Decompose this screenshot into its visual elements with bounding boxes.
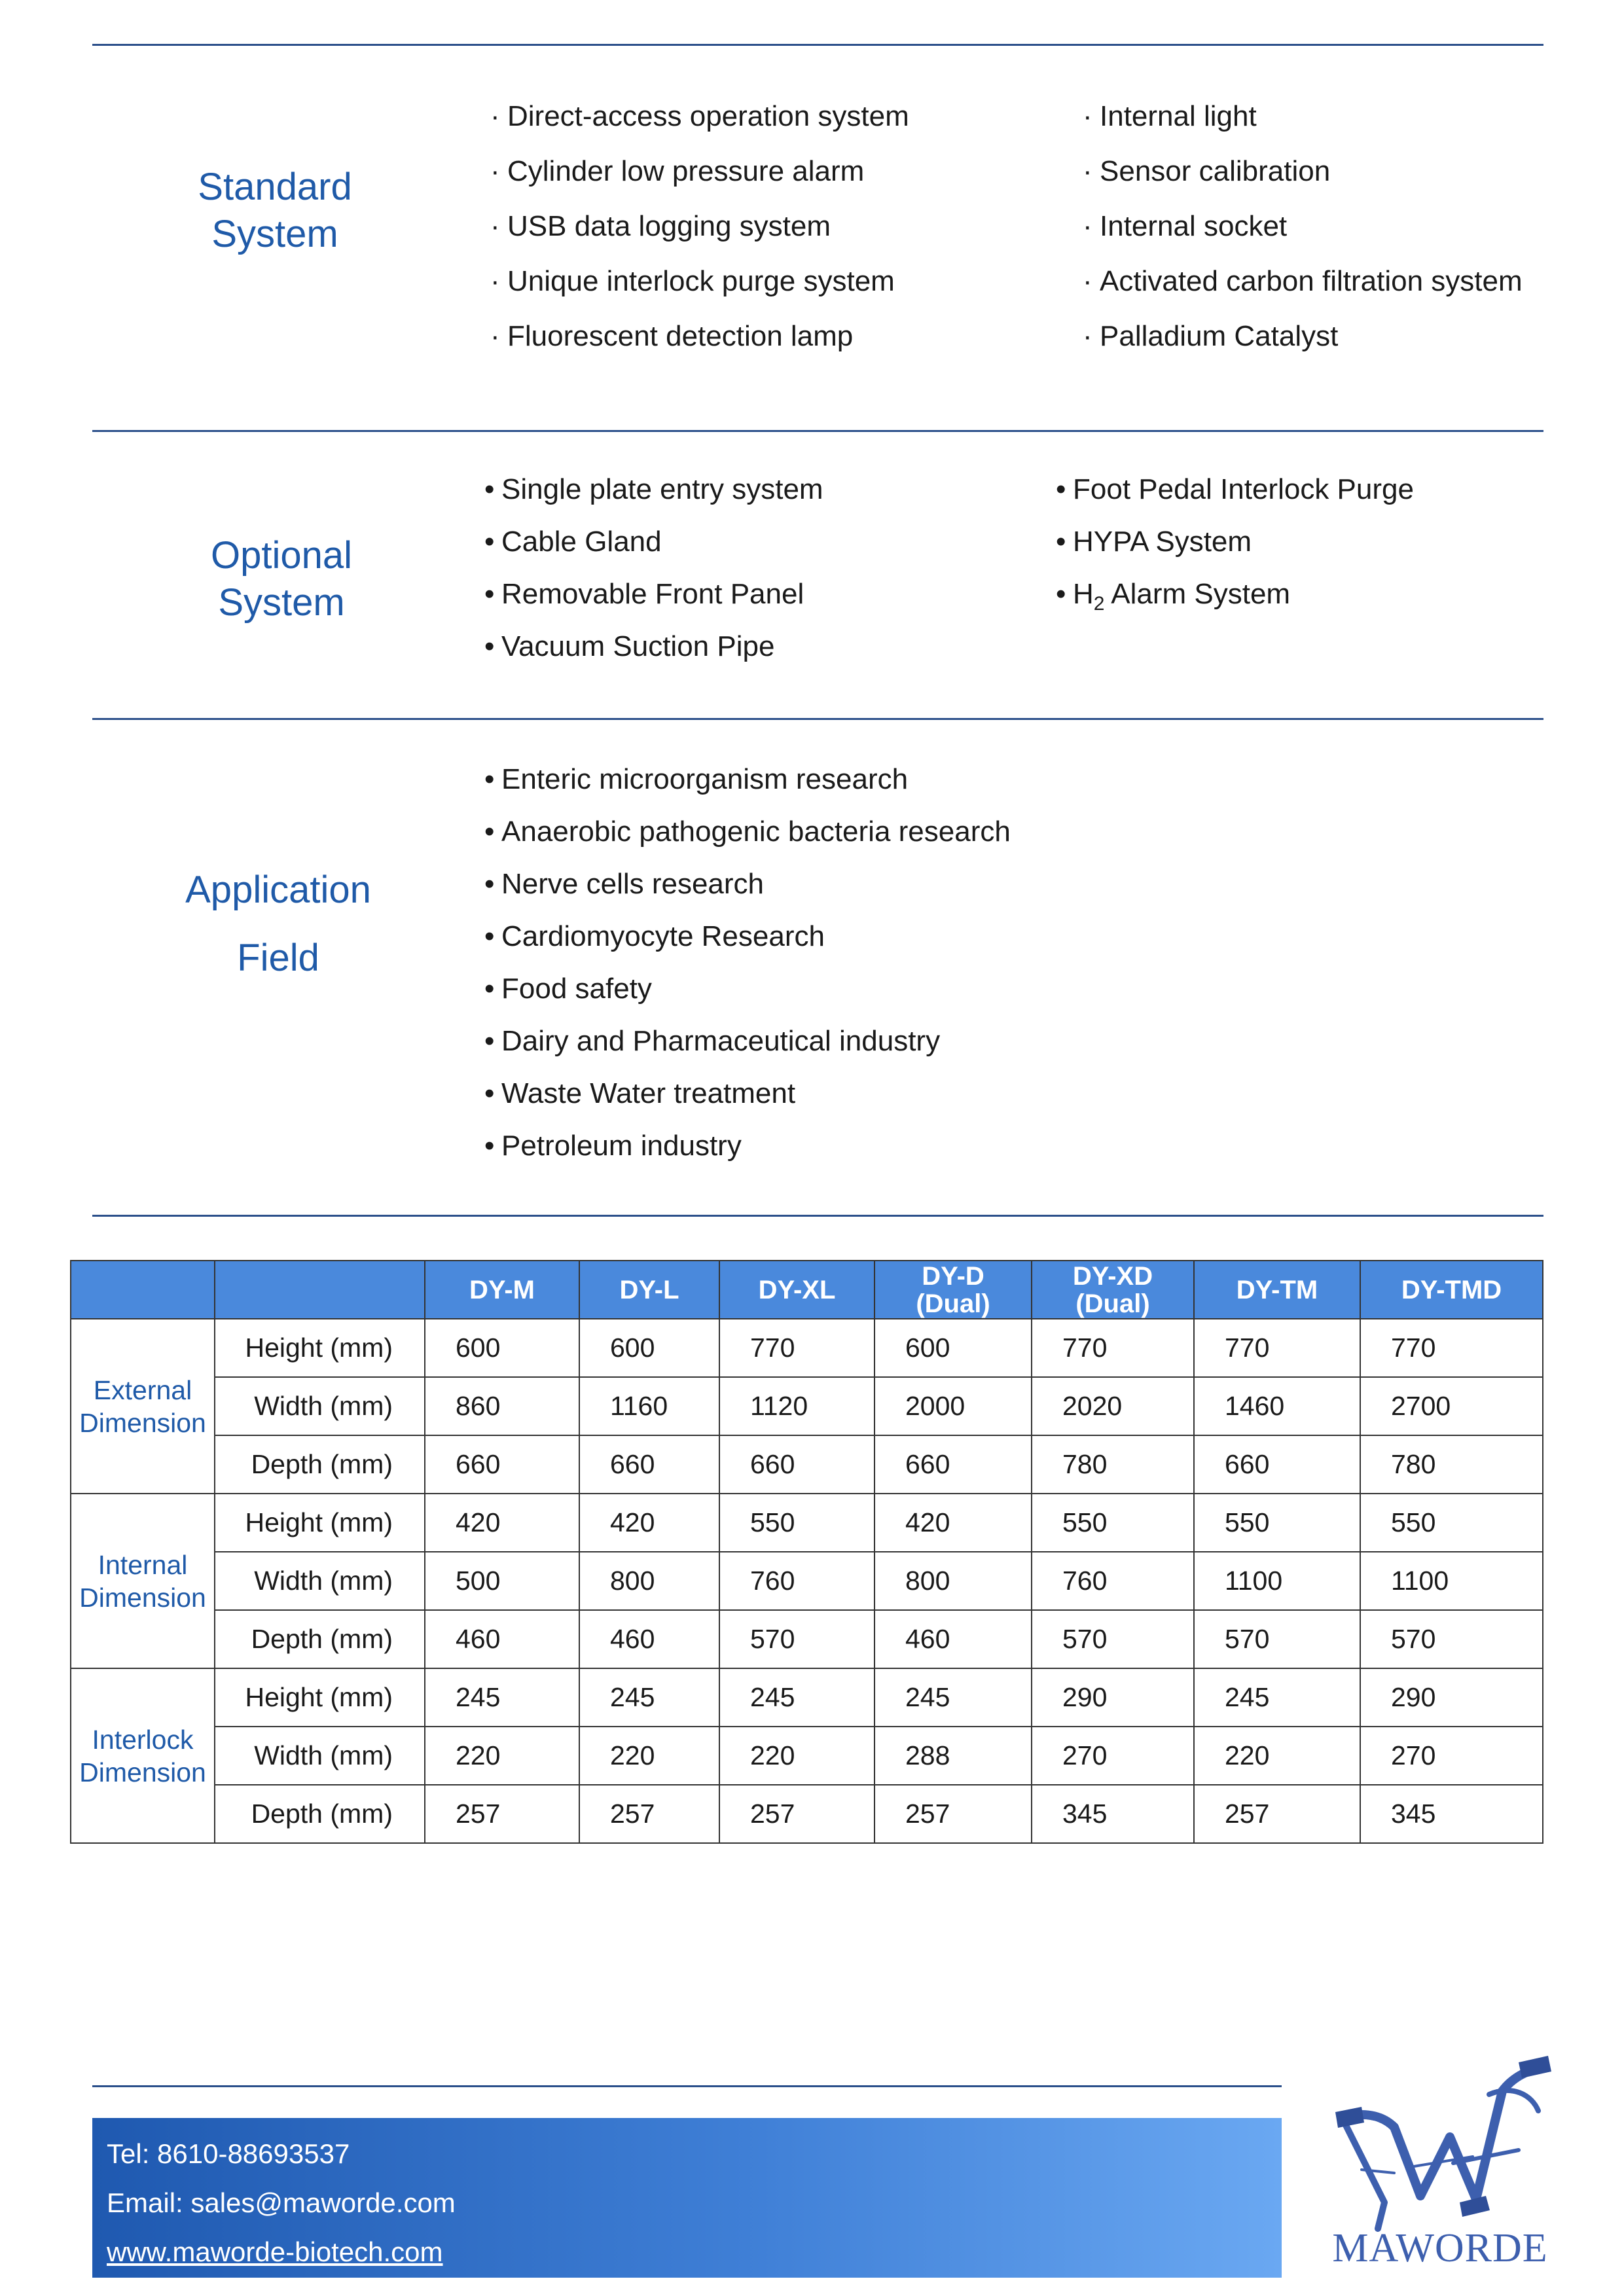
optional-title-line1: Optional — [210, 534, 353, 577]
table-cell: 245 — [875, 1668, 1032, 1727]
contact-tel: Tel: 8610-88693537 — [107, 2138, 350, 2169]
footer-divider — [92, 2085, 1282, 2087]
row-label: Width (mm) — [215, 1552, 425, 1610]
bullet-icon: · — [490, 210, 500, 242]
optional-item — [1056, 463, 1414, 516]
table-cell: 460 — [425, 1610, 579, 1668]
application-item-text: Food safety — [501, 973, 652, 1005]
table-cell: 770 — [1032, 1319, 1194, 1377]
table-row — [71, 1494, 1543, 1552]
optional-system-title — [164, 532, 399, 626]
application-item-text: Dairy and Pharmaceutical industry — [501, 1025, 941, 1057]
model-header — [425, 1261, 579, 1319]
table-cell: 245 — [1194, 1668, 1360, 1727]
application-item — [484, 1067, 1011, 1120]
specification-table — [70, 1260, 1543, 1844]
standard-item-text: Internal light — [1100, 100, 1257, 132]
table-header-row — [71, 1261, 1543, 1319]
model-header-line: DY-L — [619, 1275, 679, 1304]
dimension-group-line: Interlock — [92, 1724, 194, 1755]
table-row — [71, 1727, 1543, 1785]
application-title-line1: Application — [185, 869, 371, 911]
model-header-line: DY-TM — [1236, 1275, 1318, 1304]
model-header-line: DY-D — [922, 1261, 984, 1291]
bullet-icon: • — [484, 973, 495, 1005]
table-row — [71, 1668, 1543, 1727]
table-cell: 500 — [425, 1552, 579, 1610]
table-row — [71, 1377, 1543, 1435]
divider-optional — [92, 718, 1543, 720]
table-cell: 257 — [719, 1785, 875, 1843]
table-row — [71, 1552, 1543, 1610]
standard-item — [1083, 89, 1523, 144]
standard-item — [490, 144, 909, 199]
table-cell: 860 — [425, 1377, 579, 1435]
table-cell: 550 — [719, 1494, 875, 1552]
table-cell: 2000 — [875, 1377, 1032, 1435]
table-cell: 770 — [719, 1319, 875, 1377]
table-cell: 660 — [425, 1435, 579, 1494]
bullet-icon: • — [484, 630, 495, 662]
bullet-icon: • — [484, 868, 495, 900]
optional-item — [484, 463, 823, 516]
bullet-icon: • — [484, 763, 495, 795]
table-cell: 257 — [579, 1785, 719, 1843]
table-cell: 760 — [1032, 1552, 1194, 1610]
optional-item — [1056, 568, 1414, 630]
table-cell: 770 — [1194, 1319, 1360, 1377]
bullet-icon: · — [1083, 210, 1092, 242]
row-label: Height (mm) — [215, 1668, 425, 1727]
table-cell: 660 — [875, 1435, 1032, 1494]
application-item-text: Nerve cells research — [501, 868, 765, 900]
bullet-icon: · — [1083, 100, 1092, 132]
table-row — [71, 1435, 1543, 1494]
bullet-icon: · — [490, 100, 500, 132]
application-item — [484, 910, 1011, 963]
table-cell: 570 — [719, 1610, 875, 1668]
divider-application — [92, 1215, 1543, 1217]
standard-title-line2: System — [211, 213, 338, 255]
table-row — [71, 1610, 1543, 1668]
optional-item — [484, 620, 823, 673]
row-label: Height (mm) — [215, 1319, 425, 1377]
table-cell: 1160 — [579, 1377, 719, 1435]
model-header — [719, 1261, 875, 1319]
table-cell: 570 — [1032, 1610, 1194, 1668]
standard-item-text: Direct-access operation system — [507, 100, 909, 132]
model-header — [1194, 1261, 1360, 1319]
standard-item — [490, 309, 909, 364]
bullet-icon: • — [484, 473, 495, 505]
model-header — [579, 1261, 719, 1319]
h2-subscript: 2 — [1093, 592, 1105, 615]
table-cell: 270 — [1032, 1727, 1194, 1785]
model-header — [1360, 1261, 1543, 1319]
model-header-line: DY-TMD — [1401, 1275, 1502, 1304]
row-label: Width (mm) — [215, 1377, 425, 1435]
optional-item-text: Vacuum Suction Pipe — [501, 630, 775, 662]
bullet-icon: • — [484, 1025, 495, 1057]
table-cell: 570 — [1194, 1610, 1360, 1668]
bullet-icon: · — [490, 320, 500, 352]
table-cell: 257 — [875, 1785, 1032, 1843]
standard-item-text: Internal socket — [1100, 210, 1288, 242]
table-cell: 245 — [719, 1668, 875, 1727]
row-label: Depth (mm) — [215, 1785, 425, 1843]
table-row — [71, 1319, 1543, 1377]
standard-title-line1: Standard — [198, 166, 352, 208]
bullet-icon: • — [484, 1130, 495, 1162]
bullet-icon: · — [1083, 155, 1092, 187]
model-header — [875, 1261, 1032, 1319]
standard-item-text: Unique interlock purge system — [507, 265, 895, 297]
dimension-group-label — [71, 1668, 215, 1843]
model-header-line: (Dual) — [916, 1289, 990, 1318]
standard-item-text: Activated carbon filtration system — [1100, 265, 1523, 297]
table-cell: 770 — [1360, 1319, 1543, 1377]
table-cell: 220 — [425, 1727, 579, 1785]
application-item-text: Cardiomyocyte Research — [501, 920, 825, 952]
optional-list-right — [1056, 463, 1414, 630]
application-item — [484, 858, 1011, 910]
table-cell: 2020 — [1032, 1377, 1194, 1435]
table-cell: 220 — [579, 1727, 719, 1785]
optional-item — [484, 516, 823, 568]
table-cell: 660 — [579, 1435, 719, 1494]
optional-item-text: Foot Pedal Interlock Purge — [1073, 473, 1414, 505]
model-header-line: DY-M — [469, 1275, 535, 1304]
table-cell: 420 — [579, 1494, 719, 1552]
h2-suffix: Alarm System — [1104, 578, 1291, 610]
application-field-title — [157, 856, 399, 992]
application-item — [484, 1015, 1011, 1067]
header-blank-1 — [71, 1261, 215, 1319]
bullet-icon: • — [484, 526, 495, 558]
application-item-text: Petroleum industry — [501, 1130, 742, 1162]
table-cell: 245 — [425, 1668, 579, 1727]
application-list — [484, 753, 1011, 1172]
dimension-group-line: Internal — [98, 1549, 188, 1580]
dimension-group-label — [71, 1494, 215, 1668]
table-cell: 550 — [1360, 1494, 1543, 1552]
contact-email[interactable]: Email: sales@maworde.com — [107, 2187, 456, 2218]
standard-item — [490, 254, 909, 309]
table-cell: 600 — [425, 1319, 579, 1377]
dimension-group-line: Dimension — [79, 1757, 206, 1787]
standard-list-left — [490, 89, 909, 364]
standard-item-text: Palladium Catalyst — [1100, 320, 1339, 352]
table-cell: 1100 — [1194, 1552, 1360, 1610]
optional-item-text: Cable Gland — [501, 526, 662, 558]
standard-item-text: Cylinder low pressure alarm — [507, 155, 865, 187]
bullet-icon: • — [484, 578, 495, 610]
table-cell: 288 — [875, 1727, 1032, 1785]
table-cell: 245 — [579, 1668, 719, 1727]
table-cell: 420 — [425, 1494, 579, 1552]
table-cell: 760 — [719, 1552, 875, 1610]
table-cell: 220 — [1194, 1727, 1360, 1785]
table-cell: 270 — [1360, 1727, 1543, 1785]
application-item — [484, 1120, 1011, 1172]
standard-list-right — [1083, 89, 1523, 364]
divider-standard — [92, 430, 1543, 432]
dimension-group-label — [71, 1319, 215, 1494]
table-cell: 1100 — [1360, 1552, 1543, 1610]
row-label: Width (mm) — [215, 1727, 425, 1785]
table-cell: 257 — [1194, 1785, 1360, 1843]
header-blank-2 — [215, 1261, 425, 1319]
application-item — [484, 753, 1011, 806]
standard-item — [1083, 199, 1523, 254]
h2-prefix: H — [1073, 578, 1094, 610]
table-cell: 660 — [719, 1435, 875, 1494]
model-header-line: DY-XL — [758, 1275, 836, 1304]
divider-top — [92, 44, 1543, 46]
application-item-text: Enteric microorganism research — [501, 763, 909, 795]
bullet-icon: · — [1083, 320, 1092, 352]
optional-item-text: HYPA System — [1073, 526, 1252, 558]
table-cell: 257 — [425, 1785, 579, 1843]
table-cell: 550 — [1194, 1494, 1360, 1552]
bullet-icon: • — [484, 1077, 495, 1109]
table-cell: 290 — [1360, 1668, 1543, 1727]
table-cell: 800 — [579, 1552, 719, 1610]
standard-system-title — [157, 164, 393, 258]
standard-item-text: Sensor calibration — [1100, 155, 1331, 187]
bullet-icon: · — [1083, 265, 1092, 297]
optional-item — [1056, 516, 1414, 568]
optional-item-text: Removable Front Panel — [501, 578, 804, 610]
model-header — [1032, 1261, 1194, 1319]
standard-item-text: Fluorescent detection lamp — [507, 320, 854, 352]
table-cell: 1120 — [719, 1377, 875, 1435]
bullet-icon: • — [1056, 473, 1066, 505]
table-cell: 290 — [1032, 1668, 1194, 1727]
standard-item — [1083, 144, 1523, 199]
row-label: Depth (mm) — [215, 1610, 425, 1668]
dimension-group-line: Dimension — [79, 1582, 206, 1613]
table-cell: 345 — [1032, 1785, 1194, 1843]
optional-title-line2: System — [218, 581, 345, 624]
application-item-text: Waste Water treatment — [501, 1077, 796, 1109]
bullet-icon: • — [484, 920, 495, 952]
model-header-line: (Dual) — [1075, 1289, 1150, 1318]
table-cell: 800 — [875, 1552, 1032, 1610]
table-cell: 600 — [875, 1319, 1032, 1377]
bullet-icon: • — [1056, 526, 1066, 558]
row-label: Depth (mm) — [215, 1435, 425, 1494]
optional-item-text: Single plate entry system — [501, 473, 823, 505]
dimension-group-line: Dimension — [79, 1407, 206, 1438]
optional-item — [484, 568, 823, 620]
table-cell: 550 — [1032, 1494, 1194, 1552]
application-item — [484, 963, 1011, 1015]
table-cell: 780 — [1032, 1435, 1194, 1494]
table-cell: 780 — [1360, 1435, 1543, 1494]
application-title-line2: Field — [237, 937, 319, 979]
bullet-icon: • — [1056, 578, 1066, 610]
application-item — [484, 806, 1011, 858]
optional-list-left — [484, 463, 823, 673]
bullet-icon: • — [484, 816, 495, 848]
website-link[interactable]: www.maworde-biotech.com — [107, 2236, 443, 2267]
bullet-icon: · — [490, 265, 500, 297]
table-cell: 345 — [1360, 1785, 1543, 1843]
standard-item — [490, 199, 909, 254]
maworde-logo-text: MAWORDE — [1332, 2226, 1548, 2270]
application-item-text: Anaerobic pathogenic bacteria research — [501, 816, 1011, 848]
standard-item — [490, 89, 909, 144]
dimension-group-line: External — [93, 1374, 192, 1405]
bullet-icon: · — [490, 155, 500, 187]
table-cell: 460 — [579, 1610, 719, 1668]
table-cell: 660 — [1194, 1435, 1360, 1494]
model-header-line: DY-XD — [1072, 1261, 1153, 1291]
table-cell: 1460 — [1194, 1377, 1360, 1435]
table-cell: 570 — [1360, 1610, 1543, 1668]
table-cell: 600 — [579, 1319, 719, 1377]
standard-item — [1083, 254, 1523, 309]
table-row — [71, 1785, 1543, 1843]
standard-item — [1083, 309, 1523, 364]
table-cell: 220 — [719, 1727, 875, 1785]
standard-item-text: USB data logging system — [507, 210, 831, 242]
table-cell: 420 — [875, 1494, 1032, 1552]
contact-footer — [92, 2118, 1282, 2278]
table-cell: 2700 — [1360, 1377, 1543, 1435]
table-cell: 460 — [875, 1610, 1032, 1668]
row-label: Height (mm) — [215, 1494, 425, 1552]
